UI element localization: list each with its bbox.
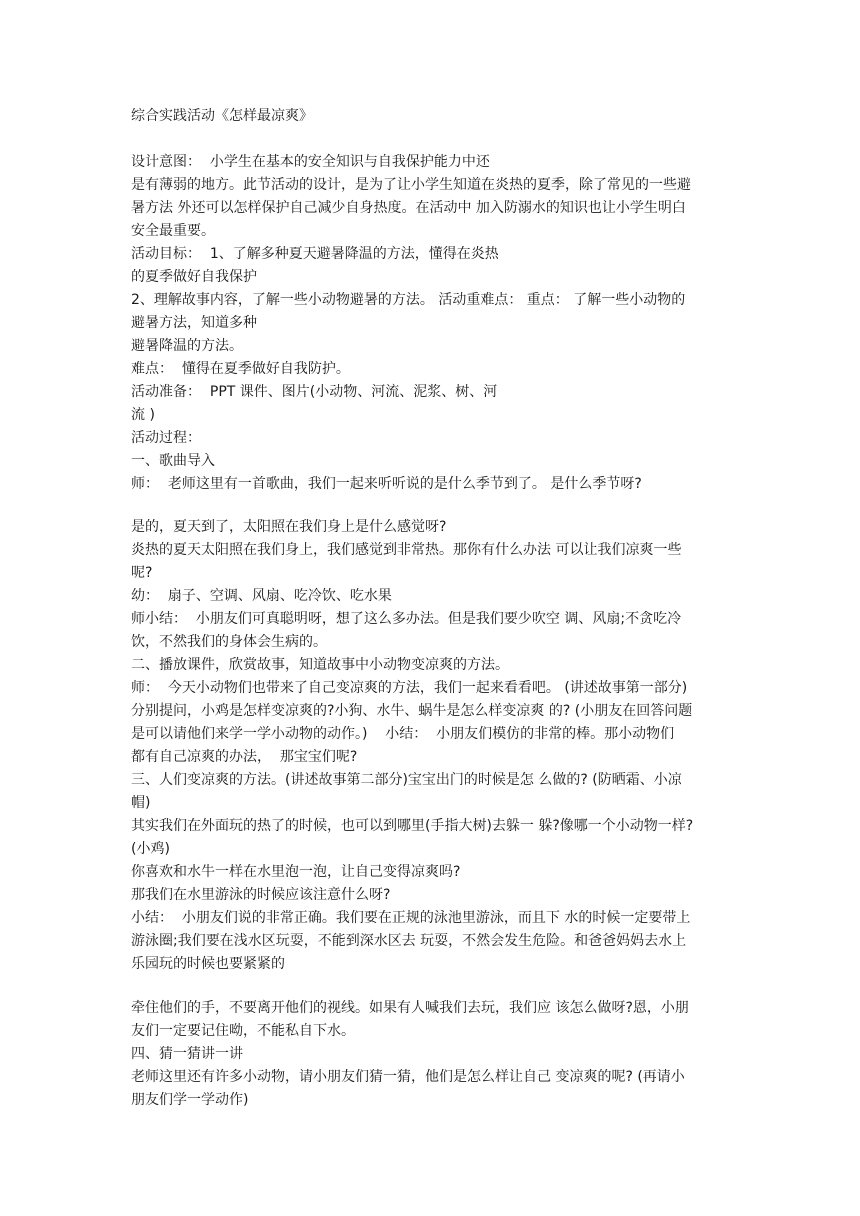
text-line: 是有薄弱的地方。此节活动的设计，是为了让小学生知道在炎热的夏季，除了常见的一些避 — [131, 177, 691, 193]
text-line: 流 ) — [131, 407, 155, 423]
text-line: 活动过程： — [131, 430, 201, 446]
text-line: 师： 老师这里有一首歌曲，我们一起来听听说的是什么季节到了。 是什么季节呀? — [131, 476, 642, 492]
text-line: 老师这里还有许多小动物，请小朋友们猜一猜，他们是怎么样让自己 变凉爽的呢? (再请小 — [131, 1069, 685, 1085]
text-line: 都有自己凉爽的办法， 那宝宝们呢? — [131, 749, 358, 765]
section-heading: 四、猜一猜讲一讲 — [131, 1046, 243, 1062]
text-line: 难点： 懂得在夏季做好自我防护。 — [131, 361, 350, 377]
text-line: 你喜欢和水牛一样在水里泡一泡，让自己变得凉爽吗? — [131, 864, 461, 880]
text-line: 活动目标： 1、了解多种夏天避暑降温的方法，懂得在炎热 — [131, 246, 499, 262]
text-line: 友们一定要记住呦，不能私自下水。 — [131, 1023, 355, 1039]
document-title: 综合实践活动《怎样最凉爽》 — [131, 108, 313, 124]
text-line: (小鸡) — [131, 841, 170, 857]
text-line: 其实我们在外面玩的热了的时候，也可以到哪里(手指大树)去躲一 躲?像哪一个小动物一样? — [131, 818, 694, 834]
text-line: 暑方法 外还可以怎样保护自己减少自身热度。在活动中 加入防溺水的知识也让小学生明白 — [131, 200, 686, 216]
text-line: 那我们在水里游泳的时候应该注意什么呀? — [131, 887, 391, 903]
text-line: 小结： 小朋友们说的非常正确。我们要在正规的泳池里游泳，而且下 水的时候一定要带上 — [131, 910, 691, 926]
text-line: 避暑方法，知道多种 — [131, 315, 257, 331]
section-heading: 一、歌曲导入 — [131, 453, 215, 469]
text-line: 活动准备： PPT 课件、图片(小动物、河流、泥浆、树、河 — [131, 384, 498, 400]
text-line: 饮，不然我们的身体会生病的。 — [131, 634, 327, 650]
text-line: 是的，夏天到了，太阳照在我们身上是什么感觉呀? — [131, 519, 447, 535]
text-line: 呢? — [131, 565, 153, 581]
text-line: 游泳圈;我们要在浅水区玩耍，不能到深水区去 玩耍，不然会发生危险。和爸爸妈妈去水上 — [131, 933, 687, 949]
text-line: 师小结： 小朋友们可真聪明呀，想了这么多办法。但是我们要少吹空 调、风扇;不贪吃冷 — [131, 611, 682, 627]
section-heading: 二、播放课件，欣赏故事，知道故事中小动物变凉爽的方法。 — [131, 657, 509, 673]
section-heading: 三、人们变凉爽的方法。(讲述故事第二部分)宝宝出门的时候是怎 么做的? (防晒霜、小凉 — [131, 772, 682, 788]
text-line: 幼： 扇子、空调、风扇、吃冷饮、吃水果 — [131, 588, 392, 604]
text-line: 乐园玩的时候也要紧紧的 — [131, 956, 285, 972]
text-line: 设计意图： 小学生在基本的安全知识与自我保护能力中还 — [131, 154, 490, 170]
text-line: 帽) — [131, 795, 151, 811]
text-line: 的夏季做好自我保护 — [131, 269, 257, 285]
text-line: 避暑降温的方法。 — [131, 338, 243, 354]
text-line: 分别提问，小鸡是怎样变凉爽的?小狗、水牛、蜗牛是怎么样变凉爽 的? (小朋友在回答问题 — [131, 703, 693, 719]
text-line: 炎热的夏天太阳照在我们身上，我们感觉到非常热。那你有什么办法 可以让我们凉爽一些 — [131, 542, 682, 558]
text-line: 牵住他们的手，不要离开他们的视线。如果有人喊我们去玩，我们应 该怎么做呀?恩，小朋 — [131, 1000, 689, 1016]
text-line: 安全最重要。 — [131, 223, 215, 239]
text-line: 是可以请他们来学一学小动物的动作。) 小结： 小朋友们模仿的非常的棒。那小动物们 — [131, 726, 675, 742]
text-line: 朋友们学一学动作) — [131, 1092, 249, 1108]
text-line: 师： 今天小动物们也带来了自己变凉爽的方法，我们一起来看看吧。 (讲述故事第一部分) — [131, 680, 688, 696]
text-line: 2、理解故事内容，了解一些小动物避暑的方法。 活动重难点： 重点： 了解一些小动物的 — [131, 292, 686, 308]
